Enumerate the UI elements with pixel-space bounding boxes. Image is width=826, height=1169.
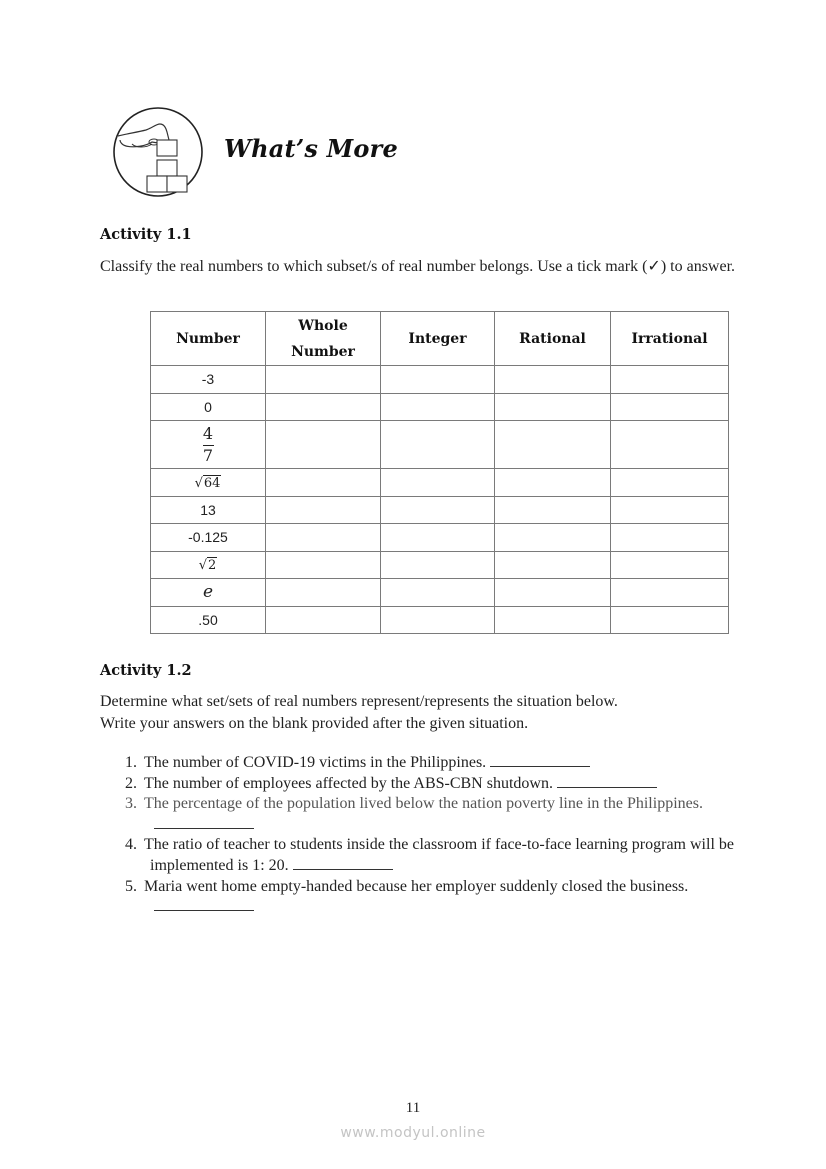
header-line: Whole — [298, 317, 348, 334]
table-row — [151, 421, 729, 469]
page-number: 11 — [405, 1100, 421, 1116]
item-text: The number of employees affected by the ABS-CBN shutdown. — [144, 774, 553, 792]
answer-cell-whole-number[interactable] — [266, 496, 381, 524]
answer-cell-rational[interactable] — [495, 393, 611, 421]
item-number: 3. — [125, 795, 137, 813]
item-text: The percentage of the population lived below the nation poverty line in the Philippines. — [144, 795, 703, 813]
square-root: √2 — [198, 558, 217, 574]
list-item — [100, 774, 740, 795]
square-root: √64 — [194, 475, 221, 491]
item-number: 5. — [125, 877, 137, 895]
watermark: www.modyul.online — [340, 1125, 486, 1141]
item-text: The number of COVID-19 victims in the Philippines. — [144, 754, 487, 771]
answer-cell-irrational[interactable] — [611, 606, 729, 634]
answer-cell-irrational[interactable] — [611, 421, 729, 469]
answer-cell-integer[interactable] — [381, 524, 495, 552]
table-header-row — [151, 312, 729, 366]
situations-list — [100, 753, 740, 918]
answer-cell-rational[interactable] — [495, 421, 611, 469]
table-row — [151, 366, 729, 394]
item-number: 4. — [125, 836, 137, 854]
denominator: 7 — [202, 445, 214, 465]
answer-cell-irrational[interactable] — [611, 469, 729, 497]
number-cell — [151, 579, 266, 607]
answer-cell-irrational[interactable] — [611, 366, 729, 394]
answer-cell-whole-number[interactable] — [266, 366, 381, 394]
answer-cell-irrational[interactable] — [611, 579, 729, 607]
list-item — [100, 835, 740, 876]
classification-table — [150, 311, 729, 634]
activity-1-2-heading: Activity 1.2 — [100, 662, 192, 679]
activity-1-2-instructions — [100, 691, 740, 735]
number-cell: -3 — [151, 366, 266, 394]
answer-cell-rational[interactable] — [495, 496, 611, 524]
answer-cell-rational[interactable] — [495, 469, 611, 497]
table-row — [151, 496, 729, 524]
column-header-number: Number — [151, 312, 266, 366]
answer-cell-irrational[interactable] — [611, 524, 729, 552]
answer-cell-integer[interactable] — [381, 421, 495, 469]
table-row — [151, 551, 729, 579]
header-line: Number — [291, 343, 355, 360]
table-row — [151, 393, 729, 421]
answer-cell-whole-number[interactable] — [266, 579, 381, 607]
activity-1-1-instructions: Classify the real numbers to which subset/s of real number belongs. Use a tick mark (✓) to answer. — [100, 258, 736, 275]
answer-cell-rational[interactable] — [495, 606, 611, 634]
numerator: 4 — [202, 423, 214, 443]
answer-cell-whole-number[interactable] — [266, 393, 381, 421]
hand-stacking-blocks-icon — [112, 106, 204, 198]
answer-cell-irrational[interactable] — [611, 551, 729, 579]
column-header-irrational: Irrational — [611, 312, 729, 366]
list-item — [100, 753, 740, 774]
euler-constant: e — [202, 582, 214, 603]
activity-1-1-heading: Activity 1.1 — [100, 226, 192, 243]
number-cell: 0 — [151, 393, 266, 421]
answer-cell-integer[interactable] — [381, 606, 495, 634]
answer-cell-integer[interactable] — [381, 579, 495, 607]
answer-cell-rational[interactable] — [495, 366, 611, 394]
number-cell: 13 — [151, 496, 266, 524]
radicand: 64 — [203, 475, 221, 491]
answer-cell-whole-number[interactable] — [266, 469, 381, 497]
item-number: 2. — [125, 774, 137, 792]
answer-cell-irrational[interactable] — [611, 393, 729, 421]
answer-cell-whole-number[interactable] — [266, 524, 381, 552]
answer-cell-integer[interactable] — [381, 551, 495, 579]
answer-blank[interactable] — [154, 898, 254, 911]
item-text: The ratio of teacher to students inside the classroom if face-to-face learning program will be implemented is 1: 20. — [144, 836, 734, 874]
number-cell: -0.125 — [151, 524, 266, 552]
answer-cell-integer[interactable] — [381, 366, 495, 394]
answer-blank[interactable] — [490, 754, 590, 767]
answer-cell-integer[interactable] — [381, 469, 495, 497]
table-row — [151, 469, 729, 497]
column-header-whole-number — [266, 312, 381, 366]
fraction — [203, 425, 214, 465]
answer-cell-rational[interactable] — [495, 579, 611, 607]
number-cell — [151, 421, 266, 469]
section-title: What’s More — [224, 134, 398, 163]
number-cell: .50 — [151, 606, 266, 634]
radicand: 2 — [208, 558, 217, 574]
answer-cell-whole-number[interactable] — [266, 421, 381, 469]
table-row — [151, 524, 729, 552]
column-header-rational: Rational — [495, 312, 611, 366]
answer-cell-whole-number[interactable] — [266, 606, 381, 634]
list-item — [100, 877, 740, 918]
column-header-integer: Integer — [381, 312, 495, 366]
answer-blank[interactable] — [154, 816, 254, 829]
item-text: Maria went home empty-handed because her employer suddenly closed the business. — [144, 877, 689, 895]
answer-cell-integer[interactable] — [381, 496, 495, 524]
number-cell — [151, 551, 266, 579]
answer-cell-irrational[interactable] — [611, 496, 729, 524]
instruction-line: Determine what set/sets of real numbers represent/represents the situation below. — [100, 693, 618, 710]
answer-cell-whole-number[interactable] — [266, 551, 381, 579]
item-number: 1. — [125, 754, 137, 771]
table-row — [151, 606, 729, 634]
answer-blank[interactable] — [293, 857, 393, 870]
instruction-line: Write your answers on the blank provided after the given situation. — [100, 715, 529, 732]
list-item — [100, 794, 740, 835]
answer-blank[interactable] — [557, 775, 657, 788]
number-cell — [151, 469, 266, 497]
table-row — [151, 579, 729, 607]
answer-cell-rational[interactable] — [495, 551, 611, 579]
answer-cell-integer[interactable] — [381, 393, 495, 421]
answer-cell-rational[interactable] — [495, 524, 611, 552]
